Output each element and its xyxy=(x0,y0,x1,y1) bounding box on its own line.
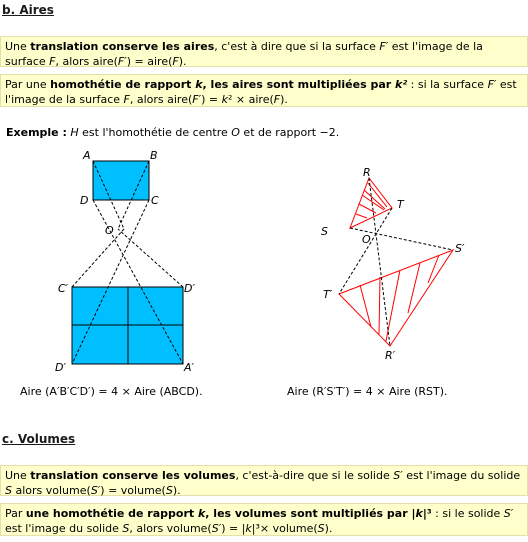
caption-triangles: Aire (R′S′T′) = 4 × Aire (RST). xyxy=(287,385,448,398)
label-b: B xyxy=(150,149,158,162)
label-s: S xyxy=(321,225,328,238)
label-c: C xyxy=(151,194,159,207)
label-tp: T′ xyxy=(323,288,333,301)
label-dp: D′ xyxy=(184,282,195,295)
caption-rectangles: Aire (A′B′C′D′) = 4 × Aire (ABCD). xyxy=(20,385,203,398)
label-t: T xyxy=(397,198,404,211)
label-a: A xyxy=(83,149,91,162)
label-ap: A′ xyxy=(184,361,195,374)
label-dp-bottom: D′ xyxy=(55,361,66,374)
example-line: Exemple : H est l'homothétie de centre O et de rapport −2. xyxy=(6,126,340,139)
aires-homothetie-paragraph: Par une homothétie de rapport k, les aires sont multipliées par k² : si la surface F′ est l'image de la surface F, alors aire(F′) = k² × aire(F). xyxy=(0,74,528,107)
triangle-rst xyxy=(350,178,392,228)
figure-rectangles xyxy=(40,148,240,378)
figure-triangles xyxy=(315,163,485,363)
label-sp: S′ xyxy=(455,242,465,255)
label-rp: R′ xyxy=(385,349,396,362)
section-heading-volumes: c. Volumes xyxy=(2,432,76,446)
label-o2: O xyxy=(362,233,371,246)
aires-translation-paragraph: Une translation conserve les aires, c'est à dire que si la surface F′ est l'image de la surface F, alors aire(F′) = aire(F). xyxy=(0,36,528,67)
label-d: D xyxy=(80,194,89,207)
label-r: R xyxy=(363,166,371,179)
volumes-translation-paragraph: Une translation conserve les volumes, c'est-à-dire que si le solide S′ est l'image du solide S alors volume(S′) = volume(S). xyxy=(0,465,528,496)
section-heading-aires: b. Aires xyxy=(2,3,54,17)
label-cp: C′ xyxy=(58,282,69,295)
volumes-homothetie-paragraph: Par une homothétie de rapport k, les volumes sont multipliés par |k|³ : si le solide S′ est l'image du solide S, alors volume(S′) = |k|³× volume(S). xyxy=(0,503,528,536)
triangle-rpsptp xyxy=(339,250,453,346)
label-o: O xyxy=(105,224,114,237)
